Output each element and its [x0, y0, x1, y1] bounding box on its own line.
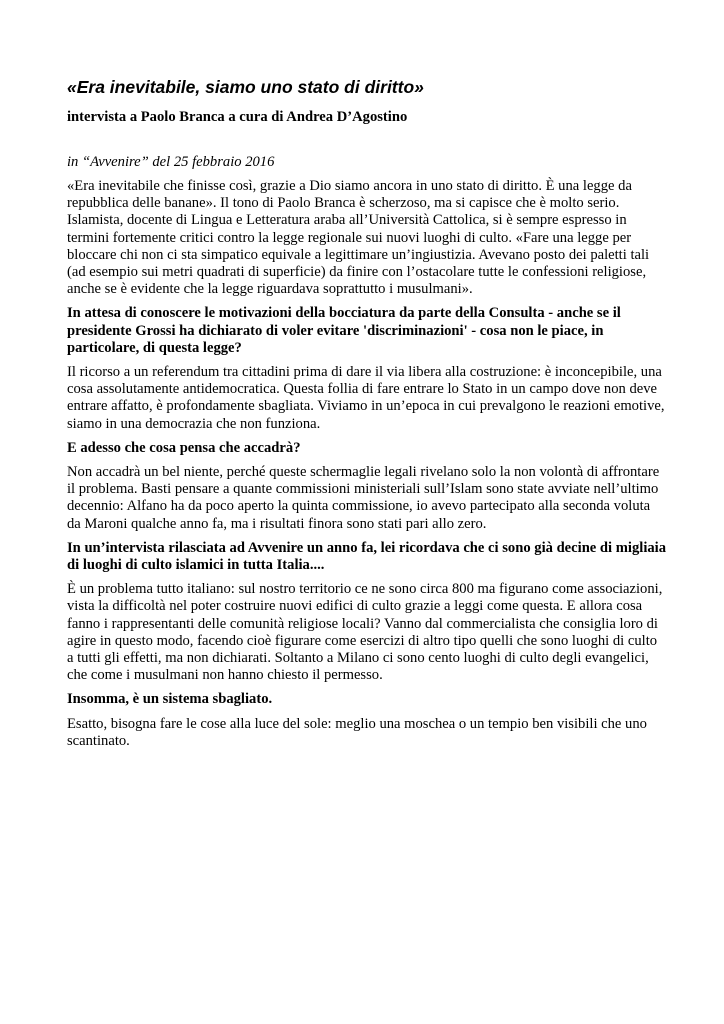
intro-paragraph: «Era inevitabile che finisse così, grazie a Dio siamo ancora in uno stato di diritto. È una legge da repubblica delle banane». Il tono di Paolo Branca è scherzoso, ma si capisce che è molto serio. Islamista, docente di Lingua e Letteratura araba all’Università Cattolica, si è sempre espresso in termini fortemente critici contro la legge regionale sui nuovi luoghi di culto. «Fare una legge per bloccare chi non ci sta simpatico equivale a legittimare un’ingiustizia. Avevano posto dei paletti tali (ad esempio sui metri quadrati di superficie) da finire con l’ostacolare tutte le confessioni religiose, anche se è evidente che la legge riguardava soprattutto i musulmani». [67, 178, 650, 298]
question-4: Insomma, è un sistema sbagliato. [67, 691, 273, 708]
question-1: In attesa di conoscere le motivazioni della bocciatura da parte della Consulta - anche se il presidente Grossi ha dichiarato di voler evitare 'discriminazioni' - cosa non le piace, in particolare, di questa legge? [67, 305, 621, 356]
answer-3: È un problema tutto italiano: sul nostro territorio ce ne sono circa 800 ma figurano come associazioni, vista la difficoltà nel poter costruire nuovi edifici di culto grazie a leggi come questa. E allora cosa fanno i rappresentanti delle comunità religiose locali? Vanno dal commercialista che consiglia loro di agire in questo modo, facendo cioè figurare come esercizi di altro tipo quelli che sono luoghi di culto a tutti gli effetti, ma non dichiarati. Soltanto a Milano ci sono cento luoghi di culto degli evangelici, che come i musulmani non hanno chiesto il permesso. [67, 581, 663, 684]
question-3: In un’intervista rilasciata ad Avvenire un anno fa, lei ricordava che ci sono già decine di migliaia di luoghi di culto islamici in tutta Italia.... [67, 539, 667, 574]
article-source: in “Avvenire” del 25 febbraio 2016 [67, 154, 275, 170]
article-title: «Era inevitabile, siamo uno stato di diritto» [67, 77, 424, 97]
answer-4: Esatto, bisogna fare le cose alla luce del sole: meglio una moschea o un tempio ben visibili che uno scantinato. [67, 715, 647, 749]
answer-1: Il ricorso a un referendum tra cittadini prima di dare il via libera alla costruzione: è inconcepibile, una cosa assolutamente antidemocratica. Questa follia di fare entrare lo Stato in un campo dove non deve entrare affatto, è profondamente sbagliata. Viviamo in un’epoca in cui prevalgono le reazioni emotive, siamo in una democrazia che non funziona. [67, 364, 665, 432]
article-subtitle: intervista a Paolo Branca a cura di Andrea D’Agostino [67, 109, 408, 125]
answer-2: Non accadrà un bel niente, perché queste schermaglie legali rivelano solo la non volontà di affrontare il problema. Basti pensare a quante commissioni ministeriali sull’Islam sono state avviate nell’ultimo decennio: Alfano ha da poco aperto la quinta commissione, io avevo partecipato alla seconda voluta da Maroni qualche anno fa, ma i risultati finora sono stati pari allo zero. [67, 464, 660, 532]
question-2: E adesso che cosa pensa che accadrà? [67, 439, 301, 456]
article-page [67, 76, 667, 750]
